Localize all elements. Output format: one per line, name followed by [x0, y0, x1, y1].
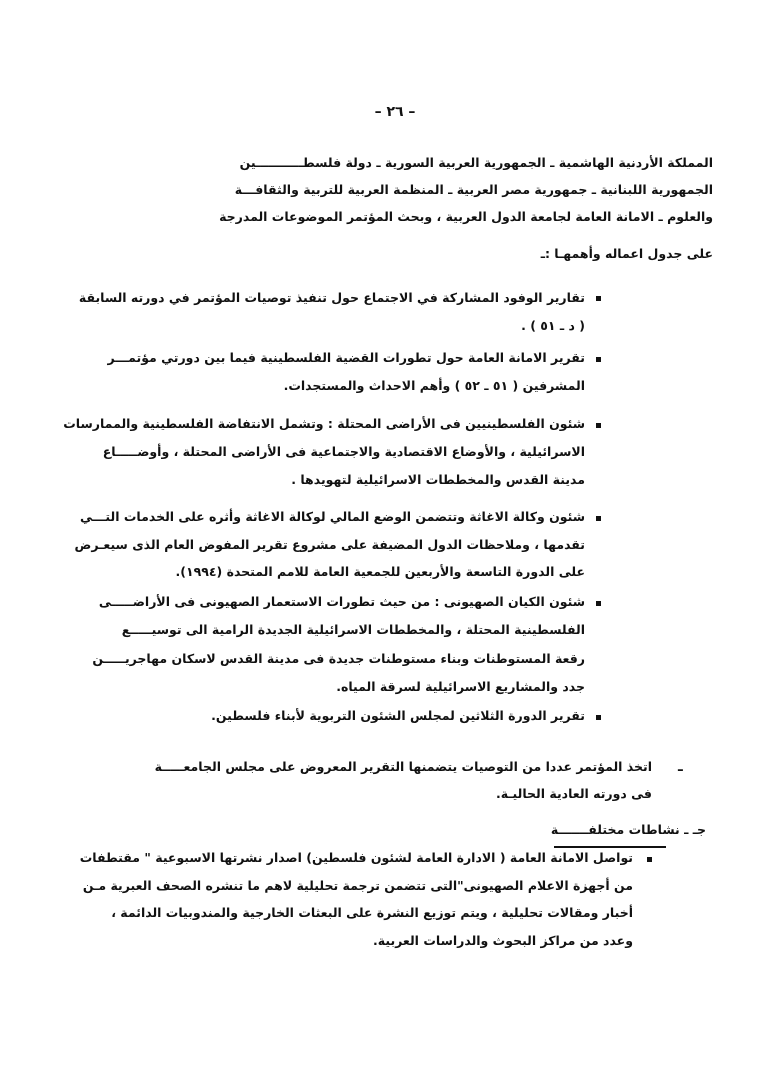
bullet-icon	[596, 423, 601, 428]
bullet-line: تقرير الدورة الثلاثين لمجلس الشئون التربوية لأبناء فلسطين.	[211, 708, 585, 723]
intro-line: المملكة الأردنية الهاشمية ـ الجمهورية العربية السورية ـ دولة فلسطـــــــــــين	[239, 155, 713, 170]
intro-line: الجمهورية اللبنانية ـ جمهورية مصر العربية ـ المنظمة العربية للتربية والثقافـــة	[234, 182, 713, 197]
bullet-line: مدينة القدس والمخططات الاسرائيلية لتهويدها .	[291, 472, 585, 487]
bullet-line: ( د ـ ٥١ ) .	[521, 318, 585, 333]
bullet-line: تقدمها ، وملاحظات الدول المضيفة على مشروع تقرير المفوض العام الذى سيعـرض	[74, 537, 585, 552]
bullet-line: جدد والمشاريع الاسرائيلية لسرقة المياه.	[336, 679, 585, 694]
dash-marker: ـ	[678, 759, 683, 775]
heading-underline	[554, 846, 666, 848]
bullet-line: أخبار ومقالات تحليلية ، ويتم توزيع النشرة على البعثات الخارجية والمندوبيات الدائمة ،	[111, 905, 633, 920]
bullet-line: تقرير الامانة العامة حول تطورات القضية الفلسطينية فيما بين دورتي مؤتمـــر	[107, 350, 585, 365]
bullet-line: وعدد من مراكز البحوث والدراسات العربية.	[373, 933, 633, 948]
bullet-icon	[596, 715, 601, 720]
bullet-line: تقارير الوفود المشاركة في الاجتماع حول تنفيذ توصيات المؤتمر في دورته السابقة	[78, 290, 585, 305]
dash-line: فى دورته العادية الحاليـة.	[495, 786, 652, 801]
bullet-line: شئون وكالة الاغاثة وتتضمن الوضع المالي لوكالة الاغاثة وأثره على الخدمات التـــي	[79, 509, 585, 524]
bullet-icon	[596, 296, 601, 301]
bullet-icon	[647, 857, 652, 862]
page-number: – ٢٦ –	[374, 104, 416, 120]
bullet-line: المشرفين ( ٥١ ـ ٥٢ ) وأهم الاحداث والمستجدات.	[283, 378, 585, 393]
intro-line: على جدول اعماله وأهمهـا :ـ	[540, 246, 713, 261]
bullet-icon	[596, 516, 601, 521]
intro-line: والعلوم ـ الامانة العامة لجامعة الدول العربية ، وبحث المؤتمر الموضوعات المدرجة	[219, 209, 713, 224]
bullet-line: على الدورة التاسعة والأربعين للجمعية العامة للامم المتحدة (١٩٩٤).	[175, 564, 585, 579]
bullet-line: شئون الكيان الصهيونى : من حيث تطورات الاستعمار الصهيونى فى الأراضـــــى	[98, 594, 585, 609]
bullet-line: الاسرائيلية ، والأوضاع الاقتصادية والاجتماعية فى الأراضى المحتلة ، وأوضـــــاع	[102, 444, 585, 459]
bullet-line: شئون الفلسطينيين فى الأراضى المحتلة : وتشمل الانتفاضة الفلسطينية والممارسات	[63, 416, 585, 431]
bullet-line: تواصل الامانة العامة ( الادارة العامة لشئون فلسطين) اصدار نشرتها الاسبوعية " مقتطفات	[79, 850, 633, 865]
bullet-line: رقعة المستوطنات وبناء مستوطنات جديدة فى مدينة القدس لاسكان مهاجريـــــن	[92, 651, 585, 666]
bullet-icon	[596, 601, 601, 606]
bullet-icon	[596, 357, 601, 362]
bullet-line: الفلسطينية المحتلة ، والمخططات الاسرائيلية الجديدة الرامية الى توسيـــــع	[121, 622, 585, 637]
dash-line: اتخذ المؤتمر عددا من التوصيات يتضمنها التقرير المعروض على مجلس الجامعـــــة	[154, 759, 652, 774]
bullet-line: من أجهزة الاعلام الصهيونى"التى تتضمن ترجمة تحليلية لاهم ما تنشره الصحف العبرية مـن	[82, 878, 633, 893]
section-heading: جـ ـ نشاطات مختلفـــــــة	[550, 822, 706, 837]
